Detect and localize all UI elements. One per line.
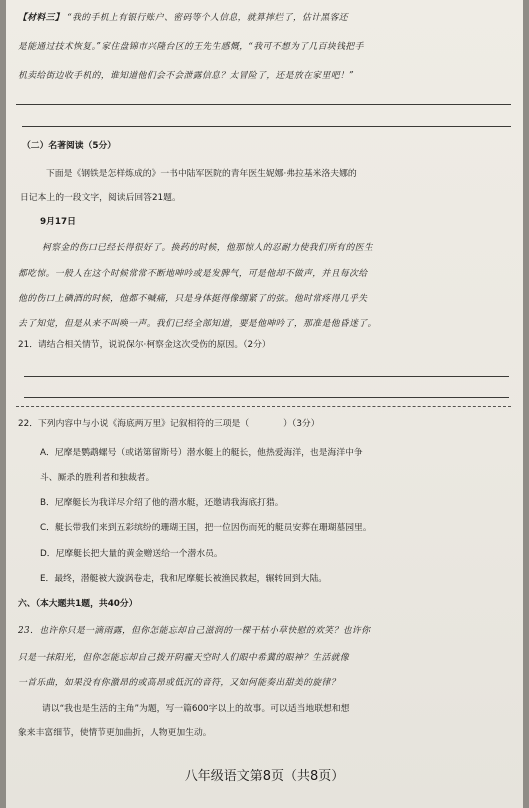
q23-line-1: 23．也许你只是一滴雨露，但你怎能忘却自己滋润的一棵干枯小草快慰的欢笑？也许你 xyxy=(18,626,371,636)
option-a-line-1: A．尼摩是鹦鹉螺号（或诺第留斯号）潜水艇上的艇长，他热爱海洋，也是海洋中争 xyxy=(40,448,363,458)
section6-heading: 六、（本大题共1题，共40分） xyxy=(18,599,138,609)
answer-line xyxy=(16,104,511,105)
option-b: B．尼摩艇长为我详尽介绍了他的潜水艇，还邀请我海底打猎。 xyxy=(40,498,284,508)
q23-line-4: 请以“我也是生活的主角”为题，写一篇600字以上的故事。可以适当地联想和想 xyxy=(42,704,350,714)
option-a-line-2: 斗、厮杀的胜利者和独裁者。 xyxy=(40,473,155,483)
question-22-text: 22．下列内容中与小说《海底两万里》记叙相符的三项是（ xyxy=(18,419,250,429)
question-22-score: ）（3分） xyxy=(283,419,320,429)
option-e: E．最终，潜艇被大漩涡卷走，我和尼摩艇长被渔民救起，辗转回到大陆。 xyxy=(40,574,328,584)
page-footer: 八年级语文第8页（共8页） xyxy=(184,769,345,784)
diary-line-3: 他的伤口上碘酒的时候，他都不喊痛，只是身体挺得像绷紧了的弦。他时常疼得几乎失 xyxy=(18,294,368,304)
diary-line-2: 都吃惊。一般人在这个时候常常不断地呻吟或是发脾气，可是他却不做声，并且每次给 xyxy=(18,269,368,279)
material3-text-1: “我的手机上有银行账户、密码等个人信息，就算摔烂了，估计黑客还 xyxy=(67,13,349,23)
diary-line-1: 柯察金的伤口已经长得很好了。换药的时候，他那惊人的忍耐力使我们所有的医生 xyxy=(42,243,374,253)
section2-intro-line-1: 下面是《钢铁是怎样炼成的》一书中陆军医院的青年医生妮娜·弗拉基米洛夫娜的 xyxy=(46,169,357,179)
option-c: C．艇长带我们来到五彩缤纷的珊瑚王国，把一位因伤而死的艇员安葬在珊瑚墓园里。 xyxy=(40,523,372,533)
option-d: D．尼摩艇长把大量的黄金赠送给一个潜水员。 xyxy=(40,549,223,559)
diary-date: 9月17日 xyxy=(40,217,76,227)
answer-line xyxy=(24,397,509,398)
answer-line xyxy=(22,126,511,127)
section2-heading: （二）名著阅读（5分） xyxy=(22,141,117,151)
question-22-stem xyxy=(18,414,523,434)
question-21: 21．请结合相关情节，说说保尔·柯察金这次受伤的原因。（2分） xyxy=(18,340,271,350)
exam-page xyxy=(6,0,523,808)
q23-line-3: 一首乐曲，如果没有你激昂的或高昂或低沉的音符，又如何能奏出甜美的旋律？ xyxy=(18,678,340,688)
section2-intro-line-2: 日记本上的一段文字，阅读后回答21题。 xyxy=(20,193,181,203)
q23-line-2: 只是一抹阳光，但你怎能忘却自己拨开阴霾天空时人们眼中希冀的眼神？生活就像 xyxy=(18,653,350,663)
material3-line-3: 机卖给街边收手机的，谁知道他们会不会泄露信息？太冒险了，还是放在家里吧！” xyxy=(18,71,354,81)
diary-line-4: 去了知觉，但是从来不叫唤一声。我们已经全部知道，要是他呻吟了，那准是他昏迷了。 xyxy=(18,319,377,329)
material3-line-2: 是能通过技术恢复。”家住盘锦市兴隆台区的王先生感慨，“我可不想为了几百块钱把手 xyxy=(18,42,364,52)
section-divider xyxy=(16,406,511,407)
material3-tag: 【材料三】 xyxy=(18,13,64,23)
q23-line-5: 象来丰富细节，使情节更加曲折，人物更加生动。 xyxy=(18,728,212,738)
answer-line xyxy=(24,376,509,377)
material3-line-1 xyxy=(18,8,523,28)
